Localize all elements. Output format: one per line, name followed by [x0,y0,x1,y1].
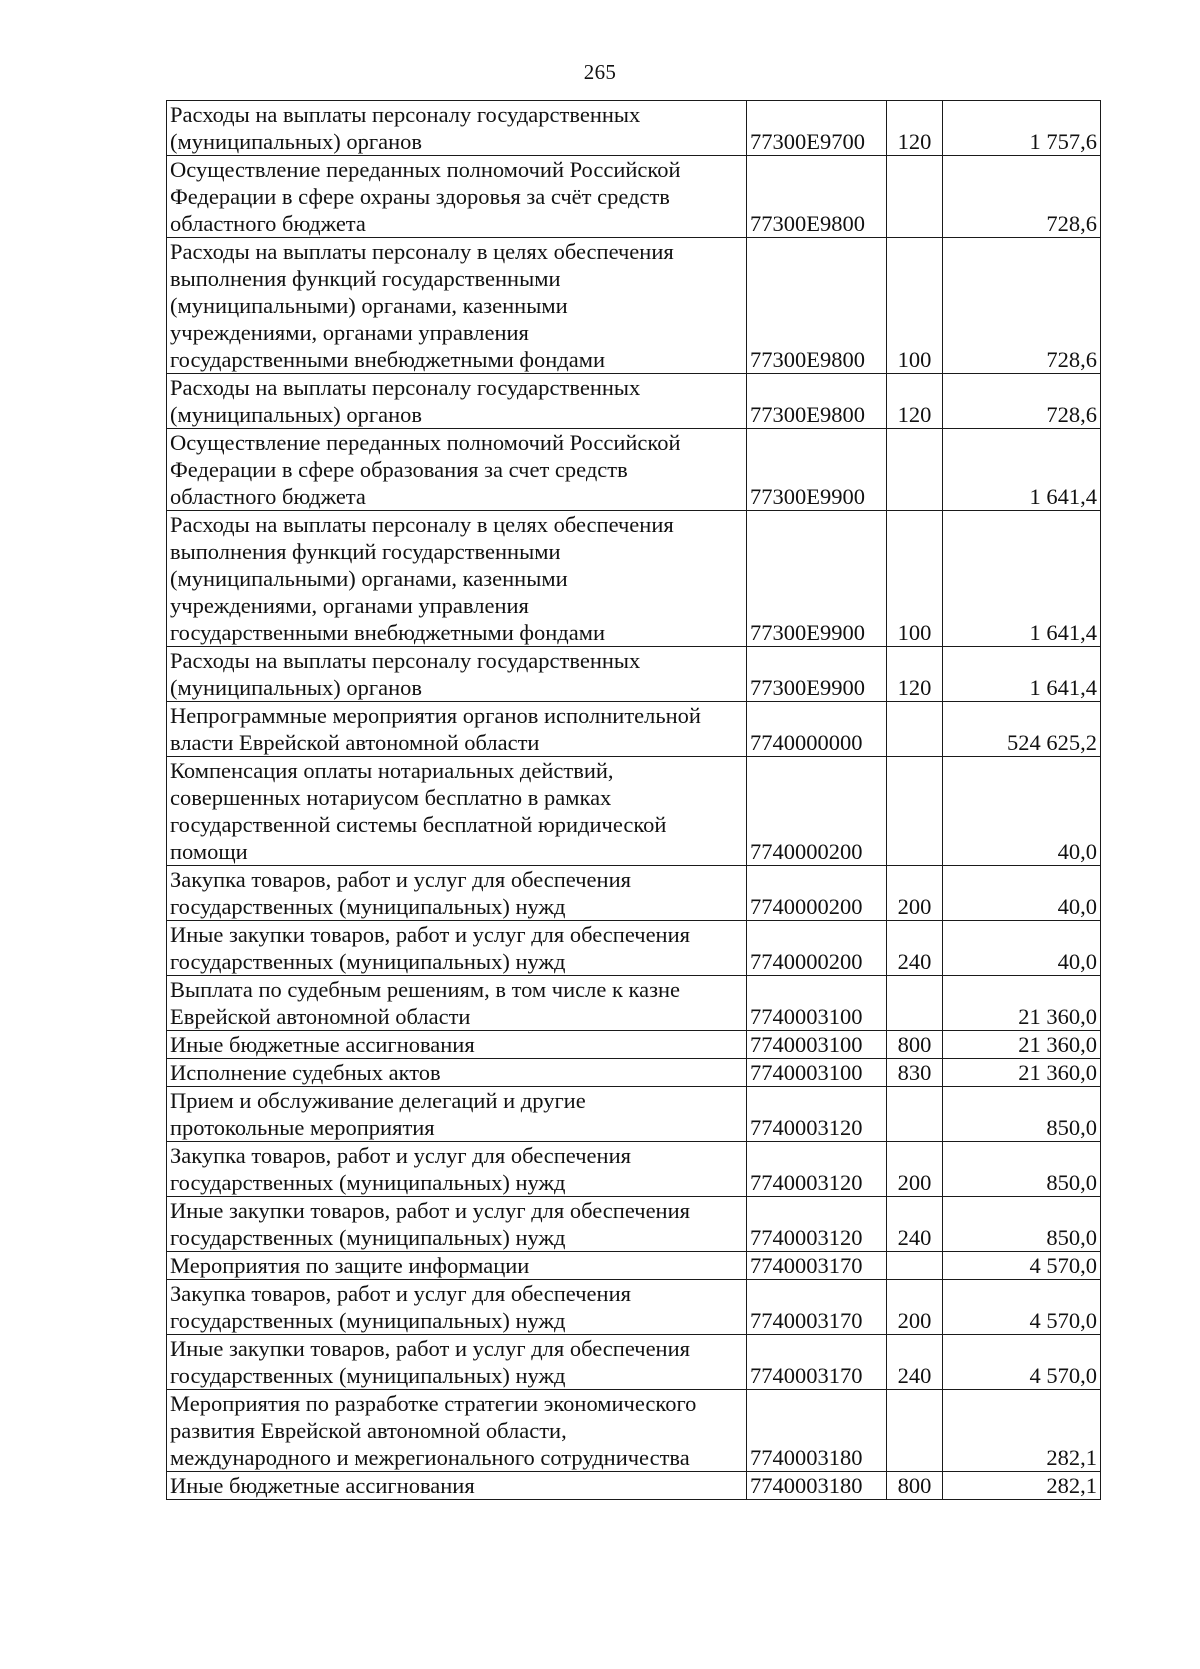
amount-cell: 850,0 [943,1142,1101,1197]
expense-type-cell: 120 [887,374,943,429]
target-code-cell: 7740003100 [747,1059,887,1087]
expense-name-cell: Мероприятия по защите информации [167,1252,747,1280]
amount-cell: 282,1 [943,1390,1101,1472]
expense-name-cell: Расходы на выплаты персоналу государственных (муниципальных) органов [167,101,747,156]
table-row [167,866,1101,921]
expense-name-cell: Непрограммные мероприятия органов исполнительной власти Еврейской автономной области [167,702,747,757]
table-row [167,976,1101,1031]
amount-cell: 40,0 [943,757,1101,866]
target-code-cell: 7740003170 [747,1335,887,1390]
expense-name-cell: Мероприятия по разработке стратегии экономического развития Еврейской автономной области, международного и межрегионального сотрудничества [167,1390,747,1472]
expense-name-cell: Выплата по судебным решениям, в том числе к казне Еврейской автономной области [167,976,747,1031]
amount-cell: 850,0 [943,1087,1101,1142]
expense-type-cell [887,1252,943,1280]
table-row [167,1252,1101,1280]
page-number: 265 [583,60,617,84]
amount-cell: 4 570,0 [943,1335,1101,1390]
amount-cell: 850,0 [943,1197,1101,1252]
table-row [167,702,1101,757]
table-row [167,101,1101,156]
table-row [167,1335,1101,1390]
expense-type-cell [887,702,943,757]
expense-name-cell: Иные закупки товаров, работ и услуг для обеспечения государственных (муниципальных) нужд [167,1335,747,1390]
expense-type-cell: 100 [887,511,943,647]
expense-type-cell: 200 [887,1280,943,1335]
expense-type-cell: 830 [887,1059,943,1087]
table-row [167,156,1101,238]
table-row [167,647,1101,702]
target-code-cell: 7740003170 [747,1252,887,1280]
table-row [167,1087,1101,1142]
expense-name-cell: Закупка товаров, работ и услуг для обеспечения государственных (муниципальных) нужд [167,1280,747,1335]
target-code-cell: 7740003120 [747,1197,887,1252]
expense-type-cell [887,429,943,511]
expense-type-cell: 120 [887,101,943,156]
amount-cell: 728,6 [943,156,1101,238]
target-code-cell: 7740003100 [747,976,887,1031]
amount-cell: 1 641,4 [943,511,1101,647]
expense-type-cell: 240 [887,1197,943,1252]
target-code-cell: 7740000200 [747,866,887,921]
amount-cell: 40,0 [943,921,1101,976]
target-code-cell: 77300E9900 [747,647,887,702]
target-code-cell: 7740003180 [747,1390,887,1472]
table-row [167,1031,1101,1059]
amount-cell: 1 757,6 [943,101,1101,156]
expense-type-cell: 200 [887,1142,943,1197]
expense-type-cell [887,757,943,866]
table-row [167,238,1101,374]
target-code-cell: 77300E9800 [747,156,887,238]
amount-cell: 21 360,0 [943,976,1101,1031]
table-row [167,511,1101,647]
amount-cell: 524 625,2 [943,702,1101,757]
expense-name-cell: Иные бюджетные ассигнования [167,1472,747,1500]
target-code-cell: 77300E9900 [747,429,887,511]
expense-name-cell: Расходы на выплаты персоналу в целях обеспечения выполнения функций государственными (муниципальными) органами, казенными учреждениями, органами управления государственными внебюджетными фондами [167,238,747,374]
expense-type-cell: 120 [887,647,943,702]
amount-cell: 728,6 [943,238,1101,374]
table-row [167,1472,1101,1500]
target-code-cell: 7740000200 [747,921,887,976]
amount-cell: 21 360,0 [943,1059,1101,1087]
target-code-cell: 7740000000 [747,702,887,757]
expense-type-cell: 240 [887,921,943,976]
expense-type-cell [887,156,943,238]
budget-table-body [167,101,1101,1500]
expense-type-cell: 800 [887,1031,943,1059]
target-code-cell: 77300E9800 [747,374,887,429]
amount-cell: 1 641,4 [943,429,1101,511]
amount-cell: 282,1 [943,1472,1101,1500]
amount-cell: 728,6 [943,374,1101,429]
amount-cell: 21 360,0 [943,1031,1101,1059]
table-row [167,921,1101,976]
expense-name-cell: Исполнение судебных актов [167,1059,747,1087]
table-row [167,1059,1101,1087]
target-code-cell: 77300E9900 [747,511,887,647]
expense-type-cell [887,1087,943,1142]
expense-name-cell: Расходы на выплаты персоналу государственных (муниципальных) органов [167,374,747,429]
expense-type-cell: 800 [887,1472,943,1500]
target-code-cell: 7740003120 [747,1087,887,1142]
table-row [167,1142,1101,1197]
budget-table [166,100,1101,1500]
target-code-cell: 7740003120 [747,1142,887,1197]
target-code-cell: 7740003180 [747,1472,887,1500]
expense-name-cell: Расходы на выплаты персоналу государственных (муниципальных) органов [167,647,747,702]
expense-name-cell: Прием и обслуживание делегаций и другие протокольные мероприятия [167,1087,747,1142]
table-row [167,1280,1101,1335]
table-row [167,1197,1101,1252]
target-code-cell: 7740003100 [747,1031,887,1059]
expense-type-cell: 240 [887,1335,943,1390]
table-row [167,429,1101,511]
expense-name-cell: Иные бюджетные ассигнования [167,1031,747,1059]
expense-name-cell: Компенсация оплаты нотариальных действий, совершенных нотариусом бесплатно в рамках государственной системы бесплатной юридической помощи [167,757,747,866]
expense-name-cell: Осуществление переданных полномочий Российской Федерации в сфере охраны здоровья за счёт средств областного бюджета [167,156,747,238]
target-code-cell: 7740003170 [747,1280,887,1335]
expense-type-cell: 100 [887,238,943,374]
expense-name-cell: Закупка товаров, работ и услуг для обеспечения государственных (муниципальных) нужд [167,1142,747,1197]
target-code-cell: 77300E9800 [747,238,887,374]
target-code-cell: 77300E9700 [747,101,887,156]
expense-name-cell: Иные закупки товаров, работ и услуг для обеспечения государственных (муниципальных) нужд [167,1197,747,1252]
expense-type-cell [887,976,943,1031]
amount-cell: 40,0 [943,866,1101,921]
amount-cell: 4 570,0 [943,1252,1101,1280]
expense-name-cell: Иные закупки товаров, работ и услуг для обеспечения государственных (муниципальных) нужд [167,921,747,976]
expense-name-cell: Осуществление переданных полномочий Российской Федерации в сфере образования за счет средств областного бюджета [167,429,747,511]
expense-name-cell: Расходы на выплаты персоналу в целях обеспечения выполнения функций государственными (муниципальными) органами, казенными учреждениями, органами управления государственными внебюджетными фондами [167,511,747,647]
amount-cell: 1 641,4 [943,647,1101,702]
expense-type-cell [887,1390,943,1472]
table-row [167,757,1101,866]
table-row [167,374,1101,429]
table-row [167,1390,1101,1472]
expense-name-cell: Закупка товаров, работ и услуг для обеспечения государственных (муниципальных) нужд [167,866,747,921]
target-code-cell: 7740000200 [747,757,887,866]
amount-cell: 4 570,0 [943,1280,1101,1335]
expense-type-cell: 200 [887,866,943,921]
